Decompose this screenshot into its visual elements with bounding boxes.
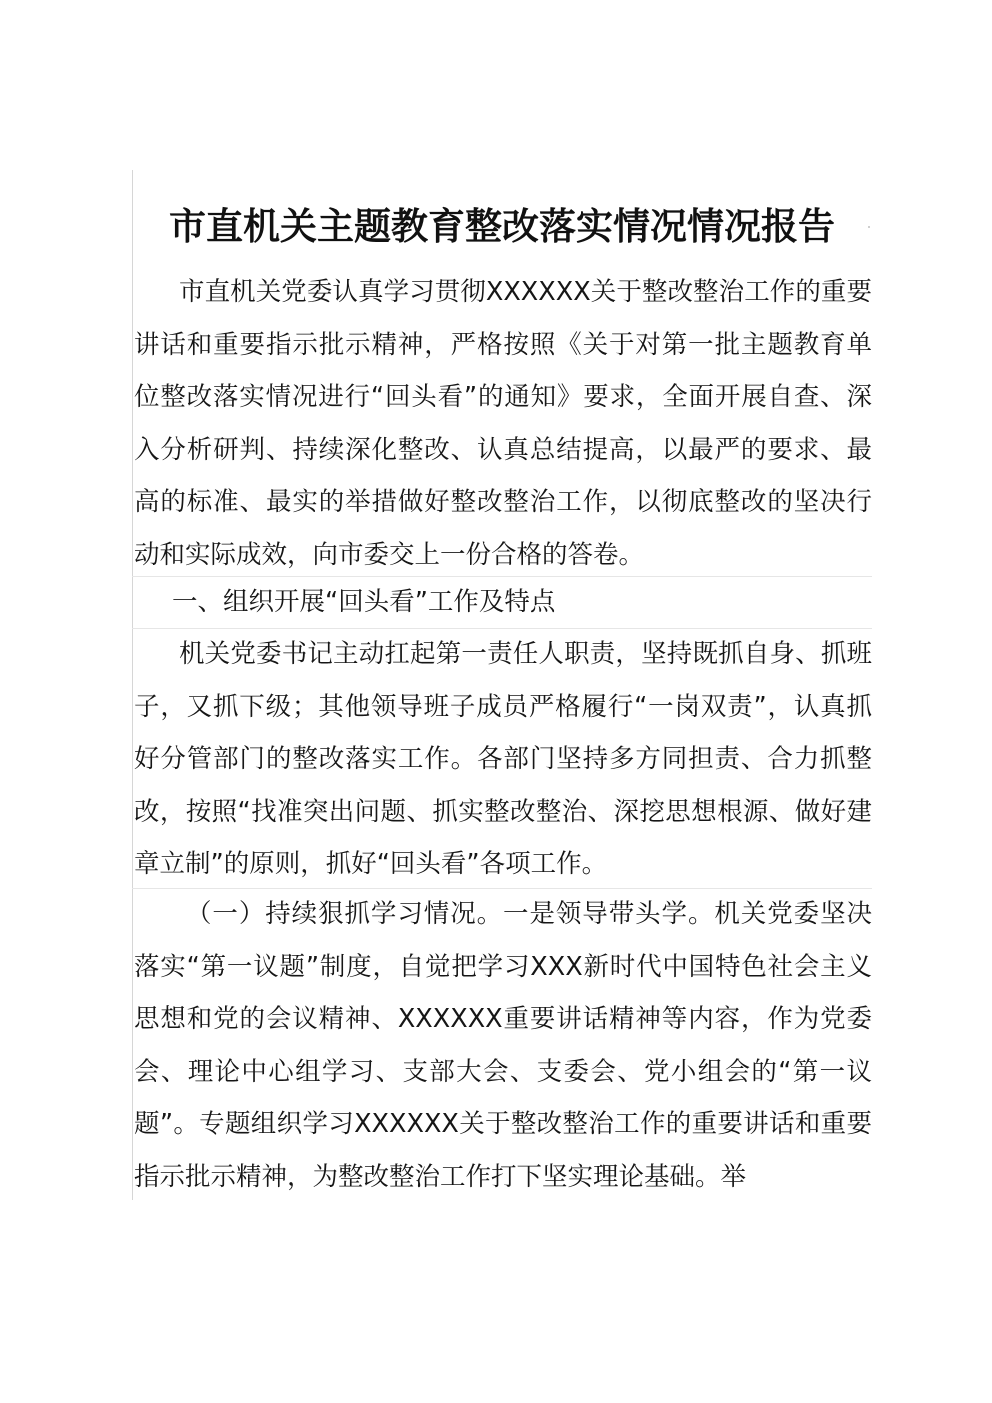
section-heading: 一、组织开展“回头看”工作及特点 [172,587,556,617]
paragraph-text: 机关党委书记主动扛起第一责任人职责，坚持既抓自身、抓班子，又抓下级；其他领导班子成员严格履行“一岗双责”，认真抓好分管部门的整改落实工作。各部门坚持多方同担责、合力抓整改，按照“找准突出问题、抓实整改整治、深挖思想根源、做好建章立制”的原则，抓好“回头看”各项工作。 [134,639,872,879]
paragraph-text: 市直机关党委认真学习贯彻XXXXXX关于整改整治工作的重要讲话和重要指示批示精神，严格按照《关于对第一批主题教育单位整改落实情况进行“回头看”的通知》要求，全面开展自查、深入分析研判、持续深化整改、认真总结提高，以最严的要求、最高的标准、最实的举措做好整改整治工作，以彻底整改的坚决行动和实际成效，向市委交上一份合格的答卷。 [134,277,872,570]
paragraph-intro [134,266,872,581]
document-title: 市直机关主题教育整改落实情况情况报告 [169,204,835,248]
paragraph-study [134,888,872,1203]
paragraph-organization [134,628,872,891]
paragraph-text: （一）持续狠抓学习情况。一是领导带头学。机关党委坚决落实“第一议题”制度，自觉把学习XXX新时代中国特色社会主义思想和党的会议精神、XXXXXX重要讲话精神等内容，作为党委会、理论中心组学习、支部大会、支委会、党小组会的“第一议题”。专题组织学习XXXXXX关于整改整治工作的重要讲话和重要指示批示精神，为整改整治工作打下坚实理论基础。举 [134,899,872,1192]
left-margin-rule [132,170,133,1200]
